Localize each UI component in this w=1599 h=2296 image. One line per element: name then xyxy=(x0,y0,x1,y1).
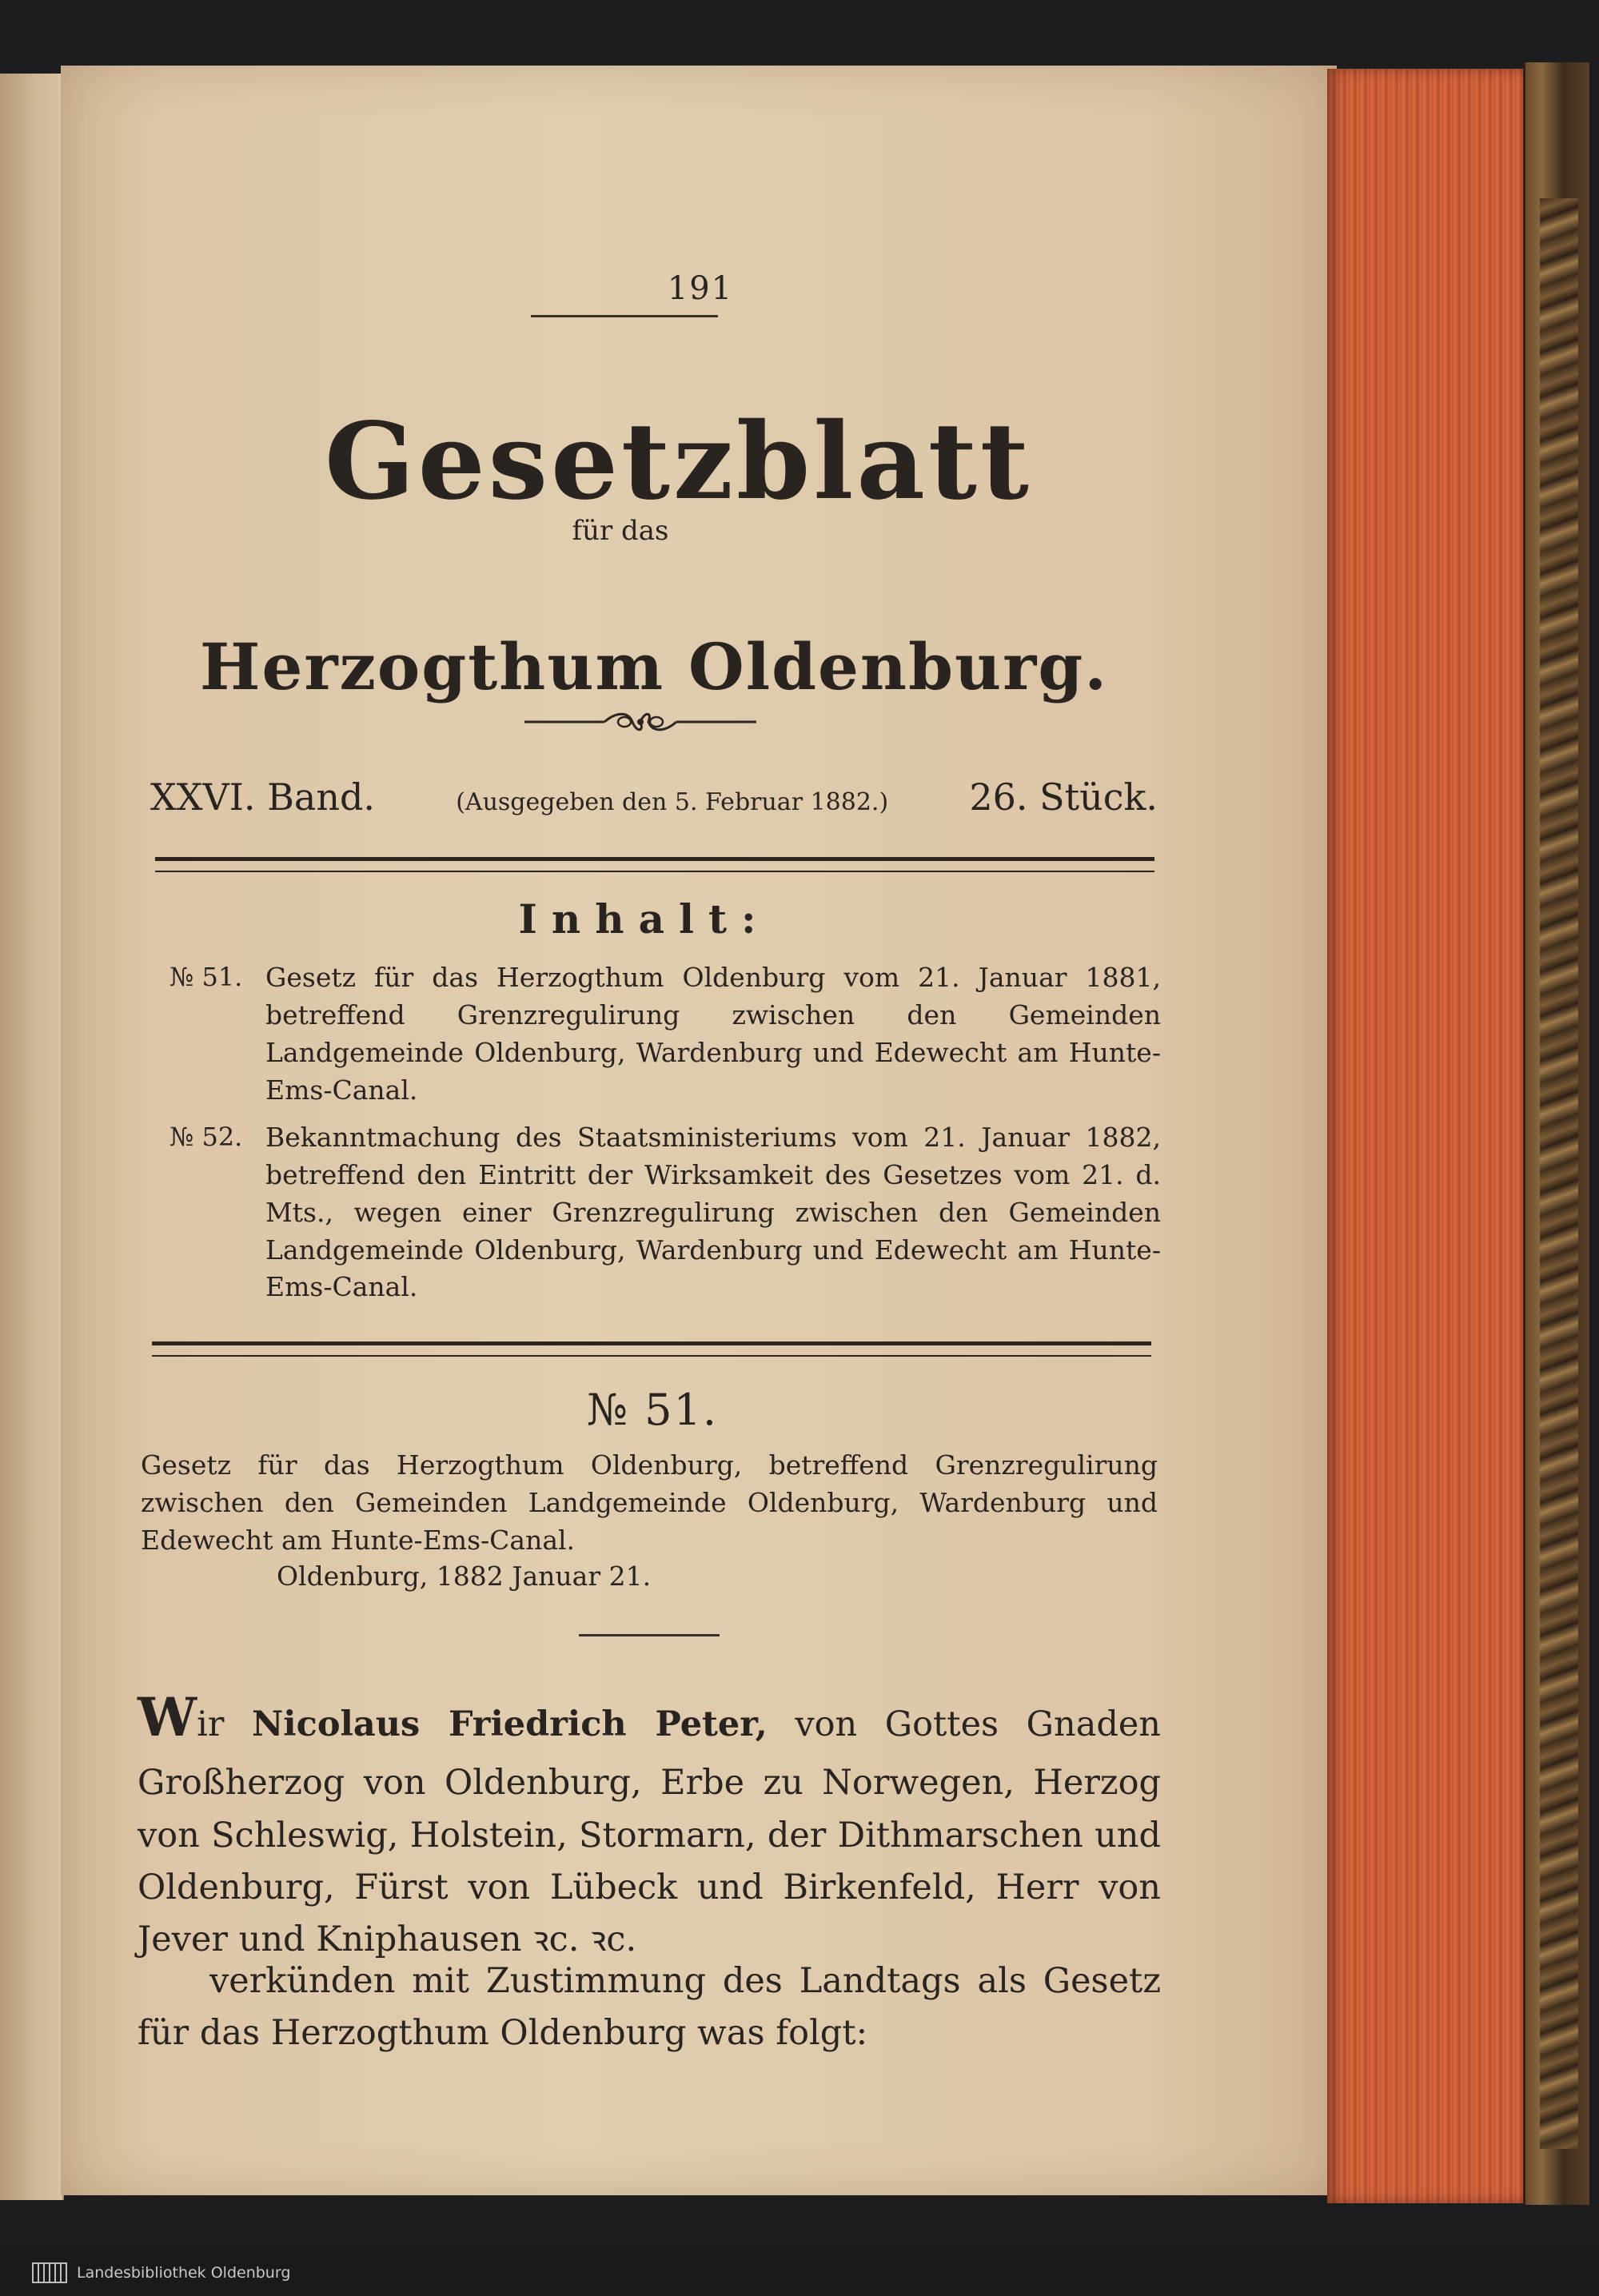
page-content xyxy=(61,66,1337,2195)
book-cover-edge xyxy=(1523,62,1589,2205)
section-divider xyxy=(152,1341,1151,1357)
marbled-cover-pattern xyxy=(1540,198,1578,2149)
page-number-rule xyxy=(531,315,718,317)
preamble-text: von Gottes Gnaden Großherzog von Oldenburg, Erbe zu Norwegen, Herzog von Schleswig, Holstein, Stormarn, der Dithmarschen und Oldenburg, Fürst von Lübeck und Birkenfeld, Herr von Jever und Kniphausen ꝛc. ꝛc. xyxy=(138,1704,1161,1960)
contents-heading: Inhalt: xyxy=(518,895,771,943)
library-credit xyxy=(32,2261,290,2285)
library-building-icon xyxy=(32,2262,67,2283)
masthead-subtitle: für das xyxy=(572,515,669,547)
library-name: Landesbibliothek Oldenburg xyxy=(77,2264,291,2282)
volume-label: XXVI. Band. xyxy=(150,775,376,819)
dropcap: W xyxy=(138,1686,197,1748)
contents-entry-number: № 51. xyxy=(169,962,243,992)
section-divider xyxy=(155,857,1154,872)
issue-line xyxy=(150,775,1158,819)
contents-entry xyxy=(169,1119,1161,1306)
law-proclamation: verkünden mit Zustimmung des Landtags als Gesetz für das Herzogthum Oldenburg was folgt: xyxy=(138,1961,1161,2054)
issue-date: (Ausgegeben den 5. Februar 1882.) xyxy=(456,788,889,816)
law-place-date: Oldenburg, 1882 Januar 21. xyxy=(277,1561,652,1592)
law-preamble xyxy=(138,1677,1161,1967)
contents-entry-text: Gesetz für das Herzogthum Oldenburg vom 21. Januar 1881, betreffend Grenzregulirung zwischen den Gemeinden Landgemeinde Oldenburg, Wardenburg und Edewecht am Hunte-Ems-Canal. xyxy=(265,962,1161,1106)
masthead-title: Gesetzblatt xyxy=(325,400,1032,524)
page-number: 191 xyxy=(667,270,734,307)
ornament-flourish-icon xyxy=(524,710,756,734)
contents-entry xyxy=(169,959,1161,1109)
issue-number: 26. Stück. xyxy=(969,775,1158,819)
left-page-edge xyxy=(0,74,64,2200)
contents-entry-text: Bekanntmachung des Staatsministeriums vom 21. Januar 1882, betreffend den Eintritt der Wirksamkeit des Gesetzes vom 21. d. Mts., wegen einer Grenzregulirung zwischen den Gemeinden Landgemeinde Oldenburg, Wardenburg und Edewecht am Hunte-Ems-Canal. xyxy=(265,1122,1161,1303)
contents-entry-number: № 52. xyxy=(169,1122,243,1152)
law-description: Gesetz für das Herzogthum Oldenburg, betreffend Grenzregulirung zwischen den Gemeinden Landgemeinde Oldenburg, Wardenburg und Edewecht am Hunte-Ems-Canal. xyxy=(141,1449,1158,1556)
red-page-edges xyxy=(1327,69,1527,2203)
preamble-word: ir xyxy=(197,1704,225,1744)
masthead-territory: Herzogthum Oldenburg. xyxy=(199,629,1109,704)
sovereign-name: Nicolaus Friedrich Peter, xyxy=(252,1704,768,1744)
law-number: № 51. xyxy=(586,1385,719,1435)
law-rule xyxy=(579,1634,720,1636)
